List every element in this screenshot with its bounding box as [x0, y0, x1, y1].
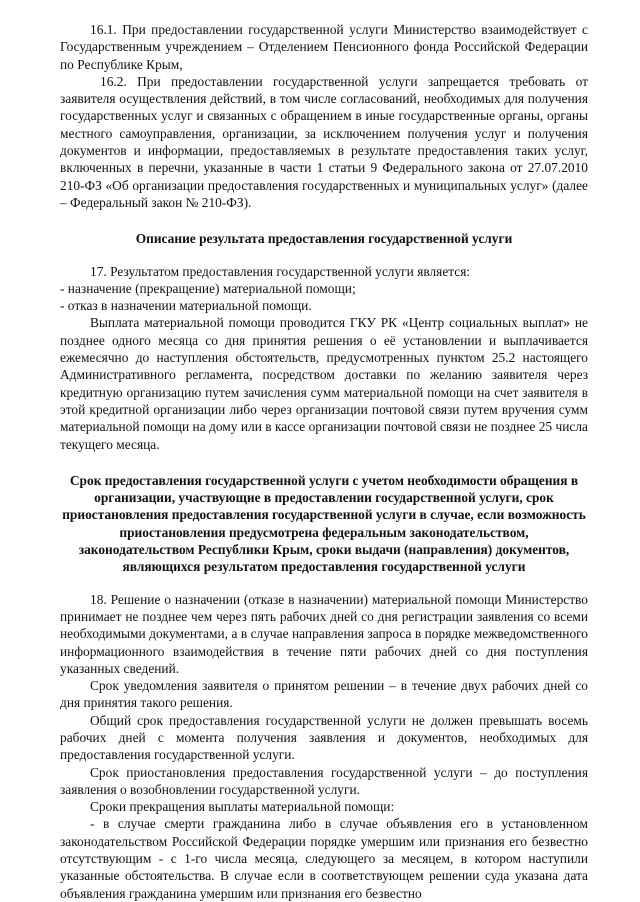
- list-item-refuse: - отказ в назначении материальной помощи.: [60, 298, 312, 314]
- list-item-assign: - назначение (прекращение) материальной помощи;: [60, 280, 356, 296]
- paragraph-18: 18. Решение о назначении (отказе в назначении) материальной помощи Министерство принимает не позднее чем через пять рабочих дней со дня регистрации заявления со всеми необходимыми документами, а в случае направления запроса в порядке межведомственного информационного взаимодействия в течение пяти рабочих дней со дня поступления указанных сведений.: [60, 591, 588, 676]
- section-heading-result: Описание результата предоставления государственной услуги: [135, 231, 513, 247]
- paragraph-suspend-term: Срок приостановления предоставления государственной услуги – до поступления заявления о возобновлении государственной услуги.: [60, 764, 588, 797]
- section-heading-term: Срок предоставления государственной услуги с учетом необходимости обращения в организации, участвующие в предоставлении государственной услуги, срок приостановления предоставления государственной услуги в случае, если возможность приостановления предусмотрена федеральным законодательством, законодательством Республики Крым, сроки выдачи (направления) документов, являющихся результатом предоставления государственной услуги: [62, 472, 586, 575]
- paragraph-total-term: Общий срок предоставления государственной услуги не должен превышать восемь рабочих дней с момента получения заявления и документов, необходимых для предоставления государственной услуги.: [60, 712, 588, 763]
- paragraph-payment: Выплата материальной помощи проводится ГКУ РК «Центр социальных выплат» не позднее одного месяца со дня принятия решения о её установлении и выплачивается ежемесячно до наступления обстоятельств, предусмотренных пунктом 25.2 настоящего Административного регламента, посредством доставки по желанию заявителя через кредитную организацию путем зачисления сумм материальной помощи на счет заявителя в этой кредитной организации либо через организации почтовой связи путем вручения сумм материальной помощи на дому или в кассе организации почтовой связи не позднее 25 числа текущего месяца.: [60, 315, 588, 452]
- spacer: [60, 211, 588, 230]
- paragraph-stop-intro: Сроки прекращения выплаты материальной помощи:: [90, 799, 395, 815]
- spacer: [60, 248, 588, 263]
- paragraph-stop-item: - в случае смерти гражданина либо в случае объявления его в установленном законодательством Российской Федерации порядке умершим или признания его безвестно отсутствующим - с 1-го числа месяца, следующего за месяцем, в котором наступили указанные обстоятельства. В случае если в соответствующем решении суда указана дата объявления гражданина умершим или признания его безвестно: [60, 816, 588, 901]
- paragraph-16-1: 16.1. При предоставлении государственной услуги Министерство взаимодействует с Государственным учреждением – Отделением Пенсионного фонда Российской Федерации по Республике Крым,: [60, 22, 588, 72]
- paragraph-16-2: 16.2. При предоставлении государственной услуги запрещается требовать от заявителя осуществления действий, в том числе согласований, необходимых для получения государственных услуг и связанных с обращением в иные государственные органы, органы местного самоуправления, организации, за исключением получения услуг и получения документов и информации, предоставляемых в результате предоставления таких услуг, включенных в перечни, указанные в части 1 статьи 9 Федерального закона от 27.07.2010 210-ФЗ «Об организации предоставления государственных и муниципальных услуг» (далее – Федеральный закон № 210-ФЗ).: [60, 73, 588, 210]
- spacer: [60, 453, 588, 472]
- paragraph-17: 17. Результатом предоставления государственной услуги является:: [90, 263, 471, 279]
- paragraph-notify-term: Срок уведомления заявителя о принятом решении – в течение двух рабочих дней со дня принятия такого решения.: [60, 678, 588, 711]
- spacer: [60, 576, 588, 591]
